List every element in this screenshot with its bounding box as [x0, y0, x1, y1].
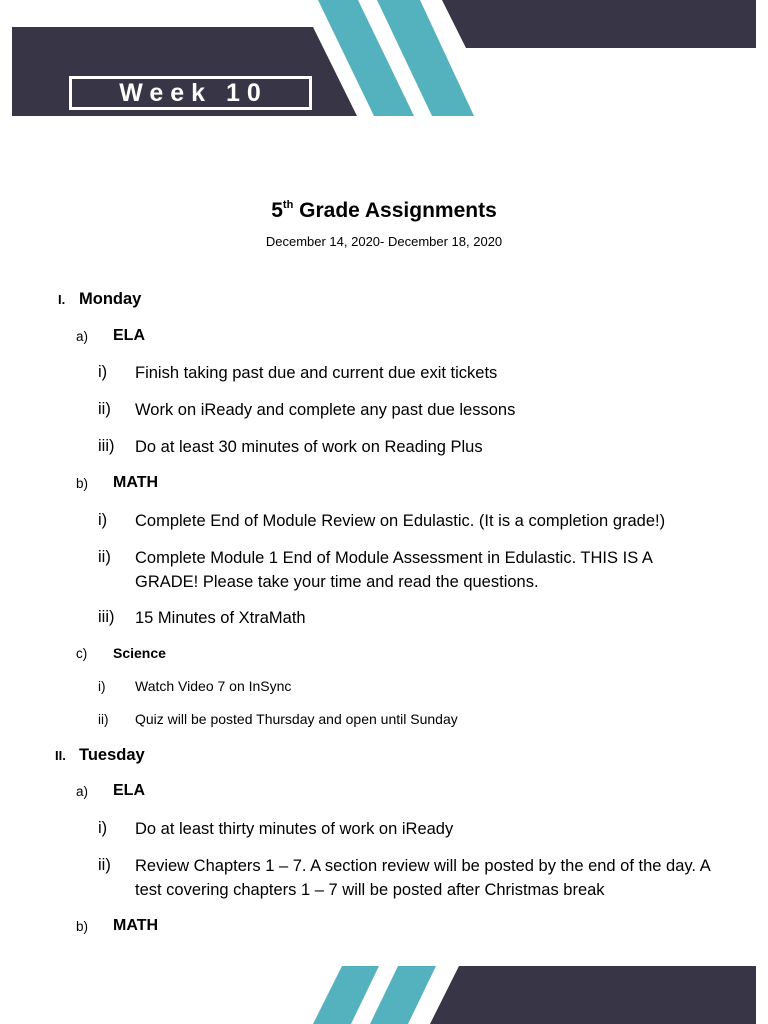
date-range: December 14, 2020- December 18, 2020 — [265, 234, 503, 249]
item-number: i) — [98, 511, 108, 529]
list-item: Complete Module 1 End of Module Assessment in Edulastic. THIS IS A GRADE! Please take your time and read the questions. — [135, 549, 652, 591]
footer-teal-stripe-2 — [370, 966, 436, 1024]
item-number: ii) — [98, 856, 111, 874]
footer-navy-bar — [430, 966, 756, 1024]
subject-heading-ela: ELA — [113, 782, 145, 799]
list-item: Complete End of Module Review on Edulastic. (It is a completion grade!) — [135, 512, 666, 530]
list-item: Quiz will be posted Thursday and open until Sunday — [135, 711, 458, 727]
list-item: 15 Minutes of XtraMath — [135, 609, 306, 627]
subject-number: b) — [76, 919, 89, 934]
header-navy-bar-right — [442, 0, 756, 48]
item-number: ii) — [98, 712, 109, 727]
list-item: Do at least thirty minutes of work on iReady — [135, 820, 454, 838]
item-number: ii) — [98, 548, 111, 566]
footer-teal-stripe-1 — [313, 966, 379, 1024]
day-heading-monday: Monday — [79, 290, 142, 308]
item-number: i) — [98, 363, 108, 381]
title-number: 5 — [271, 199, 283, 222]
list-item: Watch Video 7 on InSync — [135, 678, 292, 694]
week-label: Week 10 — [119, 78, 268, 107]
week-label-box — [69, 76, 312, 110]
subject-heading-math: MATH — [113, 917, 159, 934]
subject-number: a) — [76, 329, 89, 344]
subject-number: c) — [76, 646, 88, 661]
list-item: Finish taking past due and current due exit tickets — [135, 364, 498, 382]
day-heading-tuesday: Tuesday — [79, 746, 145, 764]
day-number: I. — [58, 292, 66, 307]
subject-number: a) — [76, 784, 89, 799]
list-item: Work on iReady and complete any past due lessons — [135, 401, 516, 419]
item-number: iii) — [98, 437, 115, 455]
subject-heading-science: Science — [113, 645, 166, 661]
title-superscript: th — [282, 199, 294, 211]
item-number: ii) — [98, 400, 111, 418]
page-title — [0, 199, 768, 223]
subject-heading-math: MATH — [113, 474, 159, 491]
item-number: i) — [98, 819, 108, 837]
subject-number: b) — [76, 476, 89, 491]
title-text: Grade Assignments — [293, 199, 497, 222]
item-number: iii) — [98, 608, 115, 626]
subject-heading-ela: ELA — [113, 327, 145, 344]
day-number: II. — [55, 748, 66, 763]
list-item: Review Chapters 1 – 7. A section review will be posted by the end of the day. A test covering chapters 1 – 7 will be posted after Christmas break — [135, 857, 710, 899]
item-number: i) — [98, 679, 106, 694]
list-item: Do at least 30 minutes of work on Reading Plus — [135, 438, 483, 456]
